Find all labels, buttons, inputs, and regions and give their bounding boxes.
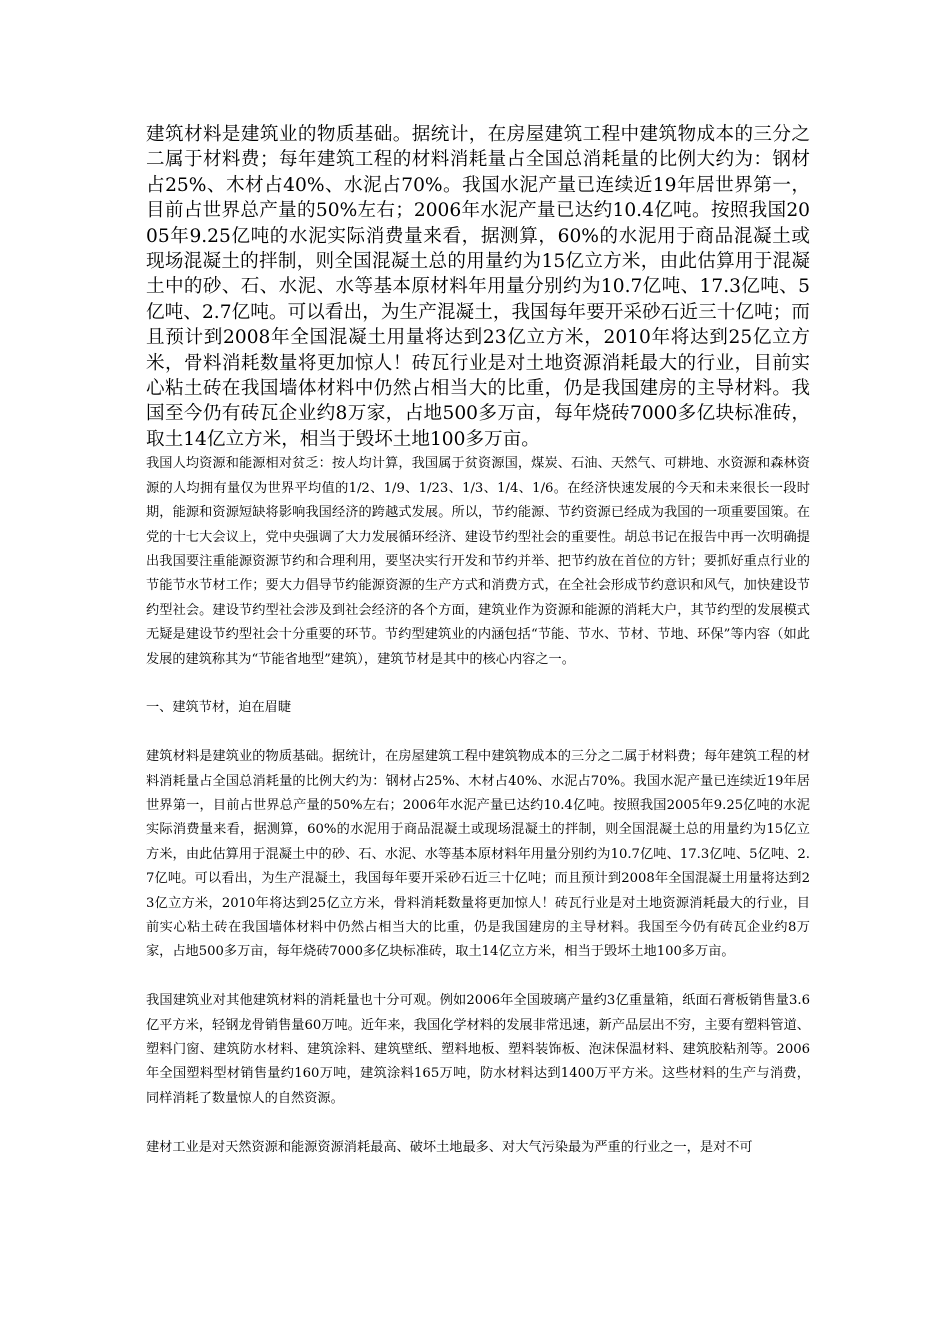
- section-heading: 一、建筑节材，迫在眉睫: [146, 700, 292, 716]
- paragraph-materials: 建筑材料是建筑业的物质基础。据统计，在房屋建筑工程中建筑物成本的三分之二属于材料费；每年建筑工程的材料消耗量占全国总消耗量的比例大约为：钢材占25%、木材占40%、水泥占70%。我国水泥产量已连续近19年居世界第一，目前占世界总产量的50%左右；2006年水泥产量已达约10.4亿吨。按照我国2005年9.25亿吨的水泥实际消费量来看，据测算，60%的水泥用于商品混凝土或现场混凝土的拌制，则全国混凝土总的用量约为15亿立方米，由此估算用于混凝土中的砂、石、水泥、水等基本原材料年用量分别约为10.7亿吨、17.3亿吨、5亿吨、2.7亿吨。可以看出，为生产混凝土，我国每年要开采砂石近三十亿吨；而且预计到2008年全国混凝土用量将达到23亿立方米，2010年将达到25亿立方米，骨料消耗数量将更加惊人！砖瓦行业是对土地资源消耗最大的行业，目前实心粘土砖在我国墙体材料中仍然占相当大的比重，仍是我国建房的主导材料。我国至今仍有砖瓦企业约8万家，占地500多万亩，每年烧砖7000多亿块标准砖，取土14亿立方米，相当于毁坏土地100多万亩。: [146, 749, 810, 960]
- lead-paragraph: 建筑材料是建筑业的物质基础。据统计，在房屋建筑工程中建筑物成本的三分之二属于材料费；每年建筑工程的材料消耗量占全国总消耗量的比例大约为：钢材占25%、木材占40%、水泥占70%。我国水泥产量已连续近19年居世界第一，目前占世界总产量的50%左右；2006年水泥产量已达约10.4亿吨。按照我国2005年9.25亿吨的水泥实际消费量来看，据测算，60%的水泥用于商品混凝土或现场混凝土的拌制，则全国混凝土总的用量约为15亿立方米，由此估算用于混凝土中的砂、石、水泥、水等基本原材料年用量分别约为10.7亿吨、17.3亿吨、5亿吨、2.7亿吨。可以看出，为生产混凝土，我国每年要开采砂石近三十亿吨；而且预计到2008年全国混凝土用量将达到23亿立方米，2010年将达到25亿立方米，骨料消耗数量将更加惊人！砖瓦行业是对土地资源消耗最大的行业，目前实心粘土砖在我国墙体材料中仍然占相当大的比重，仍是我国建房的主导材料。我国至今仍有砖瓦企业约8万家，占地500多万亩，每年烧砖7000多亿块标准砖，取土14亿立方米，相当于毁坏土地100多万亩。: [146, 124, 810, 450]
- paragraph-spacer: [146, 672, 810, 696]
- paragraph-spacer: [146, 721, 810, 745]
- paragraph-spacer: [146, 1111, 810, 1135]
- paragraph-building-industry: 建材工业是对天然资源和能源资源消耗最高、破坏土地最多、对大气污染最为严重的行业之一，是对不可: [146, 1139, 753, 1155]
- document-body: [146, 122, 810, 1160]
- paragraph-resources: 我国人均资源和能源相对贫乏：按人均计算，我国属于贫资源国，煤炭、石油、天然气、可耕地、水资源和森林资源的人均拥有量仅为世界平均值的1/2、1/9、1/23、1/3、1/4、1/6。在经济快速发展的今天和未来很长一段时期，能源和资源短缺将影响我国经济的跨越式发展。所以，节约能源、节约资源已经成为我国的一项重要国策。在党的十七大会议上，党中央强调了大力发展循环经济、建设节约型社会的重要性。胡总书记在报告中再一次明确提出我国要注重能源资源节约和合理利用，要坚决实行开发和节约并举、把节约放在首位的方针；要抓好重点行业的节能节水节材工作；要大力倡导节约能源资源的生产方式和消费方式，在全社会形成节约意识和风气，加快建设节约型社会。建设节约型社会涉及到社会经济的各个方面，建筑业作为资源和能源的消耗大户，其节约型的发展模式无疑是建设节约型社会十分重要的环节。节约型建筑业的内涵包括“节能、节水、节材、节地、环保”等内容（如此发展的建筑称其为“节能省地型”建筑），建筑节材是其中的核心内容之一。: [146, 456, 810, 667]
- paragraph-spacer: [146, 965, 810, 989]
- paragraph-other-materials: 我国建筑业对其他建筑材料的消耗量也十分可观。例如2006年全国玻璃产量约3亿重量箱，纸面石膏板销售量3.6亿平方米，轻钢龙骨销售量60万吨。近年来，我国化学材料的发展非常迅速，新产品层出不穷，主要有塑料管道、塑料门窗、建筑防水材料、建筑涂料、建筑壁纸、塑料地板、塑料装饰板、泡沫保温材料、建筑胶粘剂等。2006年全国塑料型材销售量约160万吨，建筑涂料165万吨，防水材料达到1400万平方米。这些材料的生产与消费，同样消耗了数量惊人的自然资源。: [146, 993, 810, 1106]
